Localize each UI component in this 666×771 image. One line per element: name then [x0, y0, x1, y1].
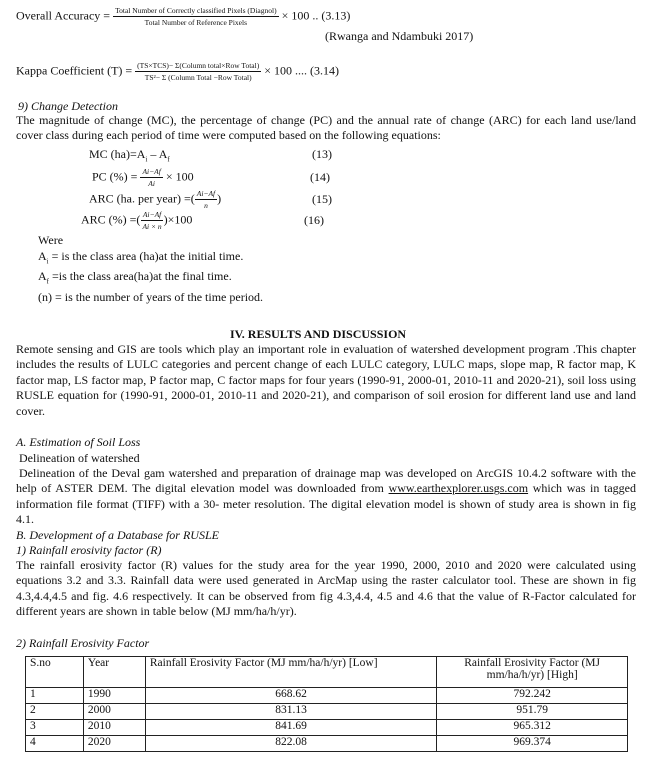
cell-year: 2000 [83, 704, 145, 720]
change-detection-intro: The magnitude of change (MC), the percentage of change (PC) and the annual rate of change (ARC) for each land use/land cover class during each period of time were computed based on the following equations: [16, 113, 636, 143]
rainfall-erosivity-table [25, 656, 628, 752]
eq13-lhs: MC (ha)=A [89, 147, 146, 161]
eq14-den: Ai [148, 179, 155, 188]
kappa-suffix: × 100 .... (3.14) [264, 63, 339, 78]
eq15-num: Ai−Af [196, 189, 216, 198]
eq13-sub-f: f [167, 155, 170, 164]
subsection-a-heading: A. Estimation of Soil Loss [16, 435, 141, 449]
eq16-number: (16) [304, 213, 324, 227]
table-row [26, 704, 628, 720]
cell-sno: 3 [26, 720, 84, 736]
suba-para-post: which was in tagged information file format (TIFF) with a 30- meter resolution. The digital elevation model is shown of study area is shown in fig 4.1. [16, 481, 636, 527]
cell-year: 2010 [83, 720, 145, 736]
eq14-fraction [140, 166, 162, 189]
def-ai-text: = is the class area (ha)at the initial time. [48, 249, 244, 263]
cell-high: 965.312 [437, 720, 628, 736]
eq13-sub-i: i [145, 155, 148, 164]
subsection-b-item2: 2) Rainfall Erosivity Factor [16, 636, 150, 650]
overall-accuracy-equation [16, 5, 350, 28]
eq14-rest: × 100 [165, 169, 194, 184]
cell-low: 668.62 [145, 688, 436, 704]
oa-citation: (Rwanga and Ndambuki 2017) [325, 29, 474, 43]
suba-para-pre: Delineation of the Deval gam watershed and preparation of drainage map was developed on ArcGIS 10.4.2 software with the help of ASTER DEM. The digital elevation model was downloaded from [16, 466, 636, 496]
cell-year: 2020 [83, 736, 145, 752]
change-detection-heading: 9) Change Detection [18, 99, 118, 113]
eq15-lhs: ARC (ha. per year) =( [89, 191, 195, 206]
eq15-rest: ) [217, 191, 222, 206]
cell-high: 792.242 [437, 688, 628, 704]
earthexplorer-link[interactable]: www.earthexplorer.usgs.com [388, 481, 529, 496]
cell-high: 951.79 [437, 704, 628, 720]
subsection-a-paragraph [16, 466, 636, 528]
oa-fraction [113, 5, 279, 28]
cell-high: 969.374 [437, 736, 628, 752]
eq14-lhs: PC (%) = [92, 169, 138, 184]
eq16-den: Ai × n [142, 222, 162, 231]
header-year: Year [83, 657, 145, 688]
header-low: Rainfall Erosivity Factor (MJ mm/ha/h/yr) [Low] [145, 657, 436, 688]
equation-14 [92, 166, 194, 189]
equation-15 [89, 188, 221, 211]
oa-numerator: Total Number of Correctly classified Pixels (Diagnol) [115, 6, 277, 15]
eq14-num: Ai−Af [142, 167, 161, 176]
definition-af: $A_f =is$ the class area(ha)at the final time. [38, 269, 232, 286]
where-label: Were [38, 233, 64, 247]
table-row [26, 688, 628, 704]
oa-suffix: × 100 .. (3.13) [281, 8, 351, 23]
table-header-row [26, 657, 628, 688]
eq13-mid: – A [147, 147, 168, 161]
subsection-a-sub: Delineation of watershed [19, 451, 140, 465]
kappa-fraction [135, 60, 261, 83]
eq16-lhs: ARC (%) =( [81, 212, 141, 227]
cell-sno: 4 [26, 736, 84, 752]
subsection-b-item1: 1) Rainfall erosivity factor (R) [16, 543, 162, 557]
cell-low: 831.13 [145, 704, 436, 720]
kappa-label: Kappa Coefficient (T) = [16, 63, 133, 78]
cell-sno: 1 [26, 688, 84, 704]
eq13-number: (13) [312, 147, 332, 161]
equation-13 [89, 147, 170, 163]
eq16-rest: )×100 [163, 212, 193, 227]
subsection-b-heading: B. Development of a Database for RUSLE [16, 528, 219, 542]
section-iv-heading: IV. RESULTS AND DISCUSSION [230, 327, 407, 341]
eq14-number: (14) [310, 170, 330, 184]
cell-year: 1990 [83, 688, 145, 704]
definition-n: (n) = is the number of years of the time period. [38, 290, 264, 304]
oa-denominator: Total Number of Reference Pixels [144, 18, 247, 27]
eq15-den: n [204, 201, 208, 210]
definition-ai: $A_i$ = is the class area (ha)at the initial time. [38, 249, 244, 266]
subsection-b-paragraph: The rainfall erosivity factor (R) values for the study area for the year 1990, 2000, 2010 and 2020 were calculated using equations 3.2 and 3.3. Rainfall data were used generated in ArcMap using the raster calculator tool. These are shown in fig 4.3,4.4,4.5 and fig. 4.6 respectively. It can be observed from fig 4.3,4.4, 4.5 and 4.6 that the value of R-Factor calculated for different years are shown in table below (MJ mm/ha/h/yr). [16, 558, 636, 619]
equation-16 [81, 209, 192, 232]
eq15-number: (15) [312, 192, 332, 206]
kappa-equation [16, 60, 339, 83]
table-row [26, 720, 628, 736]
cell-low: 822.08 [145, 736, 436, 752]
oa-label: Overall Accuracy = [16, 8, 111, 23]
table-row [26, 736, 628, 752]
cell-low: 841.69 [145, 720, 436, 736]
kappa-numerator: (TS×TCS)− Σ(Column total×Row Total) [137, 61, 260, 70]
def-af-text: =is the class area(ha)at the final time. [49, 269, 232, 283]
kappa-denominator: TS²− Σ (Column Total −Row Total) [144, 73, 252, 82]
eq16-fraction [140, 209, 163, 232]
section-iv-paragraph: Remote sensing and GIS are tools which play an important role in evaluation of watershed development program .This chapter includes the results of LULC categories and percent change of each LULC category, LULC maps, slope map, R factor map, K factor map, LS factor map, P factor map, C factor maps for four years (1990-91, 2000-01, 2010-11 and 2020-21), soil loss using RUSLE equation for (1990-91, 2000-01, 2010-11 and 2020-21), and comparison of soil erosion for different land use and land cover. [16, 342, 636, 418]
header-high: Rainfall Erosivity Factor (MJ mm/ha/h/yr) [High] [437, 657, 628, 688]
header-sno: S.no [26, 657, 84, 688]
cell-sno: 2 [26, 704, 84, 720]
eq16-num: Ai−Af [142, 210, 162, 219]
eq15-fraction [195, 188, 217, 211]
